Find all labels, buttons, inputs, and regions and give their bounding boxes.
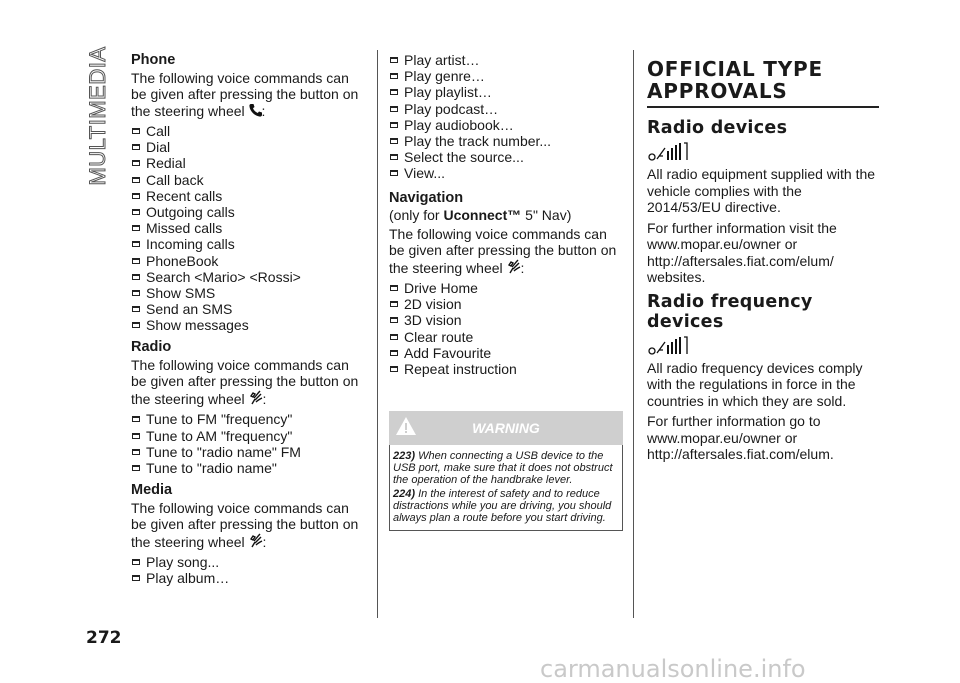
navigation-command-item: Clear route <box>389 329 623 345</box>
column-2 <box>389 52 623 531</box>
phone-command-item: Call back <box>131 172 363 188</box>
radio-devices-p1: All radio equipment supplied with the vehicle complies with the 2014/53/EU directive. <box>647 166 876 215</box>
radio-frequency-title: Radio frequency devices <box>647 291 813 332</box>
warning-note: 224) In the interest of safety and to reduce distractions while you are driving, you should always plan a route before you start driving. <box>393 488 612 525</box>
media-command-item: Play podcast… <box>389 101 623 117</box>
phone-command-item: Outgoing calls <box>131 204 363 220</box>
media-title: Media <box>131 482 173 499</box>
phone-intro: The following voice commands can be given after pressing the button on the steering wheel : <box>131 69 359 119</box>
media-command-item: Play song... <box>131 554 363 570</box>
media-command-item: Play genre… <box>389 68 623 84</box>
navigation-commands <box>389 280 623 377</box>
warning-body <box>389 445 623 531</box>
section-tab <box>84 48 114 188</box>
radio-equipment-icon <box>647 142 691 162</box>
radio-commands <box>131 411 363 476</box>
warning-label: WARNING <box>472 420 540 437</box>
radio-command-item: Tune to "radio name" <box>131 460 363 476</box>
navigation-command-item: Drive Home <box>389 280 623 296</box>
media-command-item: View... <box>389 165 623 181</box>
phone-command-item: Missed calls <box>131 220 363 236</box>
voice-command-icon <box>249 390 263 406</box>
navigation-title: Navigation <box>389 189 464 206</box>
radio-command-item: Tune to AM "frequency" <box>131 428 363 444</box>
radio-command-item: Tune to "radio name" FM <box>131 444 363 460</box>
media-commands-1 <box>131 554 363 586</box>
navigation-command-item: 3D vision <box>389 312 623 328</box>
phone-command-item: Show messages <box>131 317 363 333</box>
section-tab-label: MULTIMEDIA <box>85 46 110 186</box>
voice-command-icon <box>249 533 263 549</box>
phone-command-item: Send an SMS <box>131 301 363 317</box>
voice-command-icon <box>507 259 521 275</box>
radio-devices-p2: For further information visit the www.mopar.eu/owner or http://aftersales.fiat.com/elum/ websites. <box>647 219 837 285</box>
media-command-item: Play playlist… <box>389 84 623 100</box>
navigation-command-item: Add Favourite <box>389 345 623 361</box>
phone-command-item: Call <box>131 123 363 139</box>
radio-intro: The following voice commands can be given after pressing the button on the steering wheel : <box>131 356 359 407</box>
phone-command-item: Recent calls <box>131 188 363 204</box>
column-divider <box>377 50 378 618</box>
phone-title: Phone <box>131 52 176 68</box>
navigation-subtitle: (only for Uconnect™ 5" Nav) <box>389 207 572 223</box>
radio-title: Radio <box>131 339 172 356</box>
navigation-command-item: 2D vision <box>389 296 623 312</box>
radio-frequency-p2: For further information go to www.mopar.eu/owner or http://aftersales.fiat.com/elum. <box>647 413 834 462</box>
radio-devices-title: Radio devices <box>647 118 788 138</box>
column-3 <box>647 58 879 467</box>
navigation-command-item: Repeat instruction <box>389 361 623 377</box>
phone-command-item: Incoming calls <box>131 236 363 252</box>
radio-equipment-icon <box>647 336 691 356</box>
media-commands-2 <box>389 52 623 182</box>
warning-header <box>389 411 623 445</box>
phone-command-item: Dial <box>131 139 363 155</box>
phone-icon <box>249 103 262 117</box>
media-command-item: Select the source... <box>389 149 623 165</box>
navigation-intro: The following voice commands can be given after pressing the button on the steering wheel : <box>389 225 617 276</box>
media-command-item: Play album… <box>131 570 363 586</box>
media-intro: The following voice commands can be given after pressing the button on the steering wheel : <box>131 499 359 550</box>
phone-command-item: Search <Mario> <Rossi> <box>131 269 363 285</box>
media-command-item: Play audiobook… <box>389 117 623 133</box>
radio-command-item: Tune to FM "frequency" <box>131 411 363 427</box>
watermark: carmanualsonline.info <box>540 655 806 683</box>
media-command-item: Play the track number... <box>389 133 623 149</box>
media-command-item: Play artist… <box>389 52 623 68</box>
phone-command-item: Show SMS <box>131 285 363 301</box>
radio-frequency-p1: All radio frequency devices comply with the regulations in force in the countries in which they are sold. <box>647 359 863 409</box>
column-divider <box>633 50 634 618</box>
approvals-title: OFFICIAL TYPE APPROVALS <box>647 58 879 108</box>
column-1 <box>131 52 363 593</box>
page-number: 272 <box>86 628 122 648</box>
warning-note: 223) When connecting a USB device to the USB port, make sure that it does not obstruct the operation of the handbrake lever. <box>393 450 613 487</box>
phone-command-item: Redial <box>131 155 363 171</box>
phone-command-item: PhoneBook <box>131 253 363 269</box>
phone-commands <box>131 123 363 333</box>
